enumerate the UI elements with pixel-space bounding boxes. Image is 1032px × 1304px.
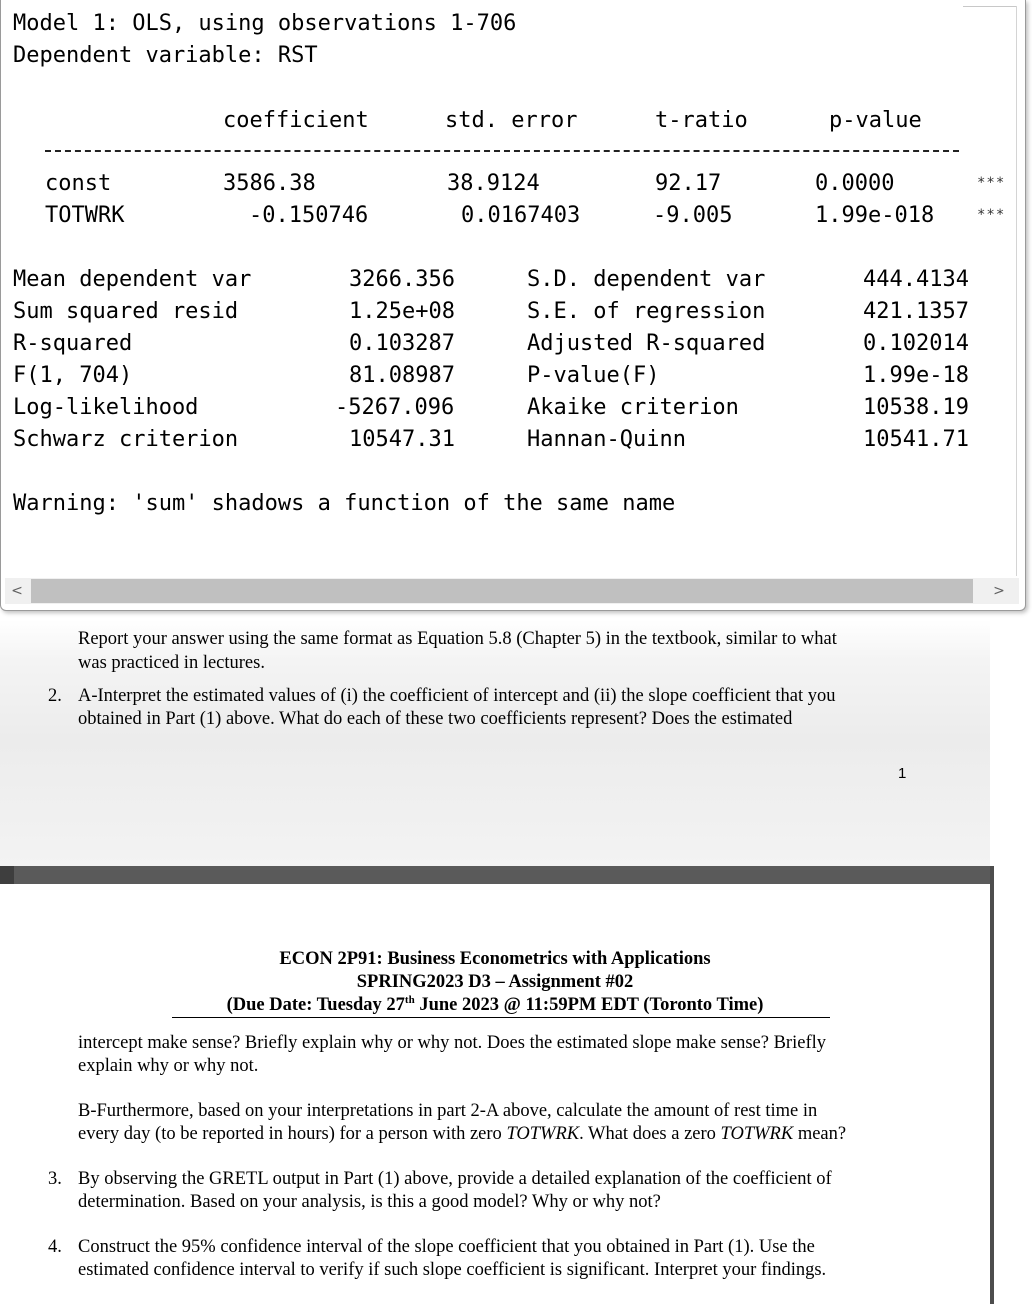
question-4-number: 4. [48,1237,62,1257]
col-header-p-value: p-value [829,108,922,133]
stat-label: Hannan-Quinn [527,427,686,452]
report-instruction-line-1: Report your answer using the same format as Equation 5.8 (Chapter 5) in the textbook, similar to what [78,629,837,649]
page-separator-edge [0,866,14,884]
page-number: 1 [898,765,907,782]
col-header-t-ratio: t-ratio [655,108,748,133]
stat-value: -5267.096 [335,395,455,420]
row-name-totwrk: TOTWRK [45,203,125,228]
stat-label: Adjusted R-squared [527,331,766,356]
stat-value: 10538.19 [863,395,969,420]
continuation-line-1: intercept make sense? Briefly explain why or why not. Does the estimated slope make sense? Briefly [78,1033,826,1053]
question-3-number: 3. [48,1169,62,1189]
stat-value: 1.25e+08 [349,299,455,324]
due-date [0,994,990,1017]
coef-const: 3586.38 [223,171,316,196]
page-edge-shadow [990,866,994,1304]
warning-message: Warning: 'sum' shadows a function of the same name [13,491,676,516]
stat-value: 10547.31 [349,427,455,452]
page-separator [0,866,990,884]
part-b-line-1: B-Furthermore, based on your interpretations in part 2-A above, calculate the amount of rest time in [78,1101,818,1121]
t-const: 92.17 [655,171,722,196]
window-right-border [1016,6,1017,576]
due-date-part-1: (Due Date: Tuesday 27 [226,995,405,1015]
stat-label: Mean dependent var [13,267,252,292]
se-const: 38.9124 [447,171,540,196]
t-totwrk: -9.005 [653,203,733,228]
row-name-const: const [45,171,112,196]
header-rule [172,1017,830,1018]
se-totwrk: 0.0167403 [461,203,581,228]
model-title: Model 1: OLS, using observations 1-706 [13,11,517,36]
stat-label: R-squared [13,331,133,356]
table-separator [45,150,959,152]
stat-label: S.E. of regression [527,299,766,324]
part-b-line-2 [78,1123,846,1146]
stat-label: Akaike criterion [527,395,739,420]
stat-value: 3266.356 [349,267,455,292]
right-margin [990,612,1032,1304]
question-3-line-1: By observing the GRETL output in Part (1) above, provide a detailed explanation of the coefficient of [78,1169,832,1189]
dependent-variable: Dependent variable: RST [13,43,318,68]
stat-label: F(1, 704) [13,363,133,388]
stat-value: 81.08987 [349,363,455,388]
question-4-line-2: estimated confidence interval to verify if such slope coefficient is significant. Interpret your findings. [78,1260,827,1280]
stat-label: Schwarz criterion [13,427,239,452]
question-2-line-1: A-Interpret the estimated values of (i) the coefficient of intercept and (ii) the slope coefficient that you [78,686,836,706]
totwrk-term-2: TOTWRK [720,1124,794,1144]
p-const: 0.0000 [815,171,895,196]
question-2-line-2: obtained in Part (1) above. What do each of these two coefficients represent? Does the estimated [78,709,793,729]
question-2-number: 2. [48,686,62,706]
part-b-text-3: mean? [793,1124,847,1144]
scroll-right-arrow-icon[interactable]: > [993,583,1005,599]
col-header-std-error: std. error [445,108,578,133]
stat-value: 0.102014 [863,331,969,356]
question-4-line-1: Construct the 95% confidence interval of the slope coefficient that you obtained in Part (1). Use the [78,1237,815,1257]
stat-value: 10541.71 [863,427,969,452]
window-top-border [963,6,1017,7]
course-title: ECON 2P91: Business Econometrics with Applications [279,949,711,969]
stat-label: Sum squared resid [13,299,239,324]
col-header-coefficient: coefficient [223,108,369,133]
part-b-text-2: . What does a zero [579,1124,721,1144]
question-3-line-2: determination. Based on your analysis, is this a good model? Why or why not? [78,1192,661,1212]
stat-label: S.D. dependent var [527,267,766,292]
gretl-output-window[interactable] [0,0,1026,611]
coef-totwrk: -0.150746 [249,203,369,228]
significance-stars-totwrk: *** [977,207,1006,223]
stat-label: Log-likelihood [13,395,199,420]
significance-stars-const: *** [977,175,1006,191]
scrollbar-thumb[interactable] [31,579,973,603]
scroll-left-arrow-icon[interactable]: < [11,583,23,599]
assignment-title: SPRING2023 D3 – Assignment #02 [356,972,634,992]
totwrk-term-1: TOTWRK [506,1124,580,1144]
due-date-suffix: th [404,993,415,1006]
p-totwrk: 1.99e-018 [815,203,935,228]
stat-value: 0.103287 [349,331,455,356]
stat-value: 1.99e-18 [863,363,969,388]
stat-value: 444.4134 [863,267,969,292]
stat-value: 421.1357 [863,299,969,324]
due-date-part-2: June 2023 @ 11:59PM EDT (Toronto Time) [414,995,764,1015]
part-b-text-1: every day (to be reported in hours) for a person with zero [78,1124,507,1144]
continuation-line-2: explain why or why not. [78,1056,259,1076]
report-instruction-line-2: was practiced in lectures. [78,653,265,673]
stat-label: P-value(F) [527,363,660,388]
